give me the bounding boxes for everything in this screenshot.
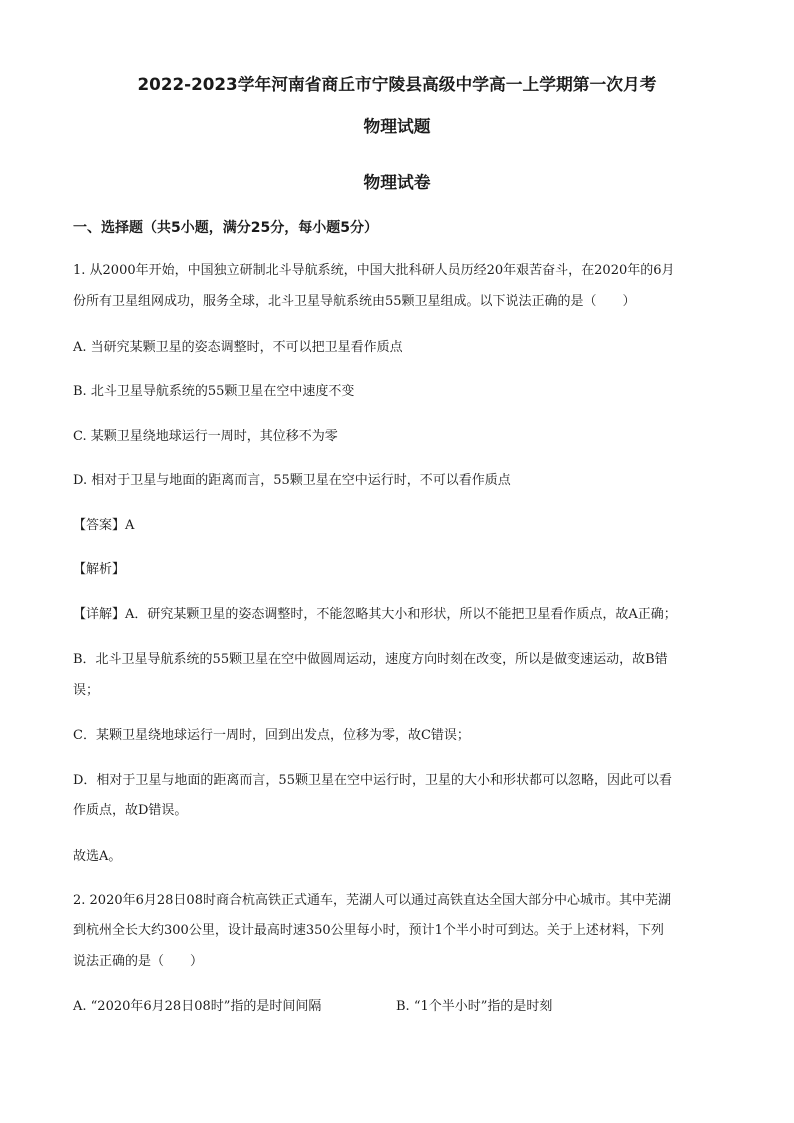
question-1-stem-line1: 1. 从2000年开始，中国独立研制北斗导航系统，中国大批科研人员历经20年艰苦奋斗，在2020年的6月 (73, 263, 675, 278)
question-1-option-c: C. 某颗卫星绕地球运行一周时，其位移不为零 (73, 429, 338, 444)
question-2-stem-line1: 2. 2020年6月28日08时商合杭高铁正式通车，芜湖人可以通过高铁直达全国大部分中心城市。其中芜湖 (73, 893, 671, 908)
section-heading-choice: 一、选择题（共5小题，满分25分，每小题5分） (73, 220, 378, 236)
detail-b-line1: B．北斗卫星导航系统的55颗卫星在空中做圆周运动，速度方向时刻在改变，所以是做变速运动，故B错 (73, 652, 668, 667)
question-1-option-d: D. 相对于卫星与地面的距离而言，55颗卫星在空中运行时，不可以看作质点 (73, 473, 511, 488)
question-1-stem-line2: 份所有卫星组网成功，服务全球，北斗卫星导航系统由55颗卫星组成。以下说法正确的是（ ） (73, 294, 636, 309)
question-2-option-a: A. “2020年6月28日08时”指的是时间间隔 (73, 999, 322, 1014)
exam-title-line2: 物理试题 (363, 116, 431, 136)
conclusion: 故选A。 (73, 849, 122, 864)
detail-d-line2: 作质点，故D错误。 (73, 803, 188, 818)
analysis-tag: 【解析】 (73, 562, 126, 577)
question-2-option-b: B. “1个半小时”指的是时刻 (396, 999, 553, 1014)
detail-b-line2: 误； (73, 683, 100, 698)
answer-tag: 【答案】 (73, 518, 126, 533)
exam-title-line1: 2022-2023学年河南省商丘市宁陵县高级中学高一上学期第一次月考 (137, 74, 657, 94)
detail-c: C．某颗卫星绕地球运行一周时，回到出发点，位移为零，故C错误； (73, 728, 470, 743)
question-2-stem-line3: 说法正确的是（ ） (73, 954, 204, 969)
question-2-stem-line2: 到杭州全长大约300公里，设计最高时速350公里每小时，预计1个半小时可到达。关于上述材料，下列 (73, 923, 664, 938)
detail-tag: 【详解】 (73, 607, 126, 622)
answer-block (73, 517, 134, 535)
detail-a-text: A．研究某颗卫星的姿态调整时，不能忽略其大小和形状，所以不能把卫星看作质点，故A正确； (125, 607, 677, 622)
question-1-option-a: A. 当研究某颗卫星的姿态调整时，不可以把卫星看作质点 (73, 340, 403, 355)
question-1-option-b: B. 北斗卫星导航系统的55颗卫星在空中速度不变 (73, 384, 355, 399)
detail-a (73, 606, 677, 624)
exam-subtitle: 物理试卷 (363, 172, 431, 192)
answer-value: A (125, 518, 135, 533)
detail-d-line1: D．相对于卫星与地面的距离而言，55颗卫星在空中运行时，卫星的大小和形状都可以忽略，因此可以看 (73, 773, 672, 788)
